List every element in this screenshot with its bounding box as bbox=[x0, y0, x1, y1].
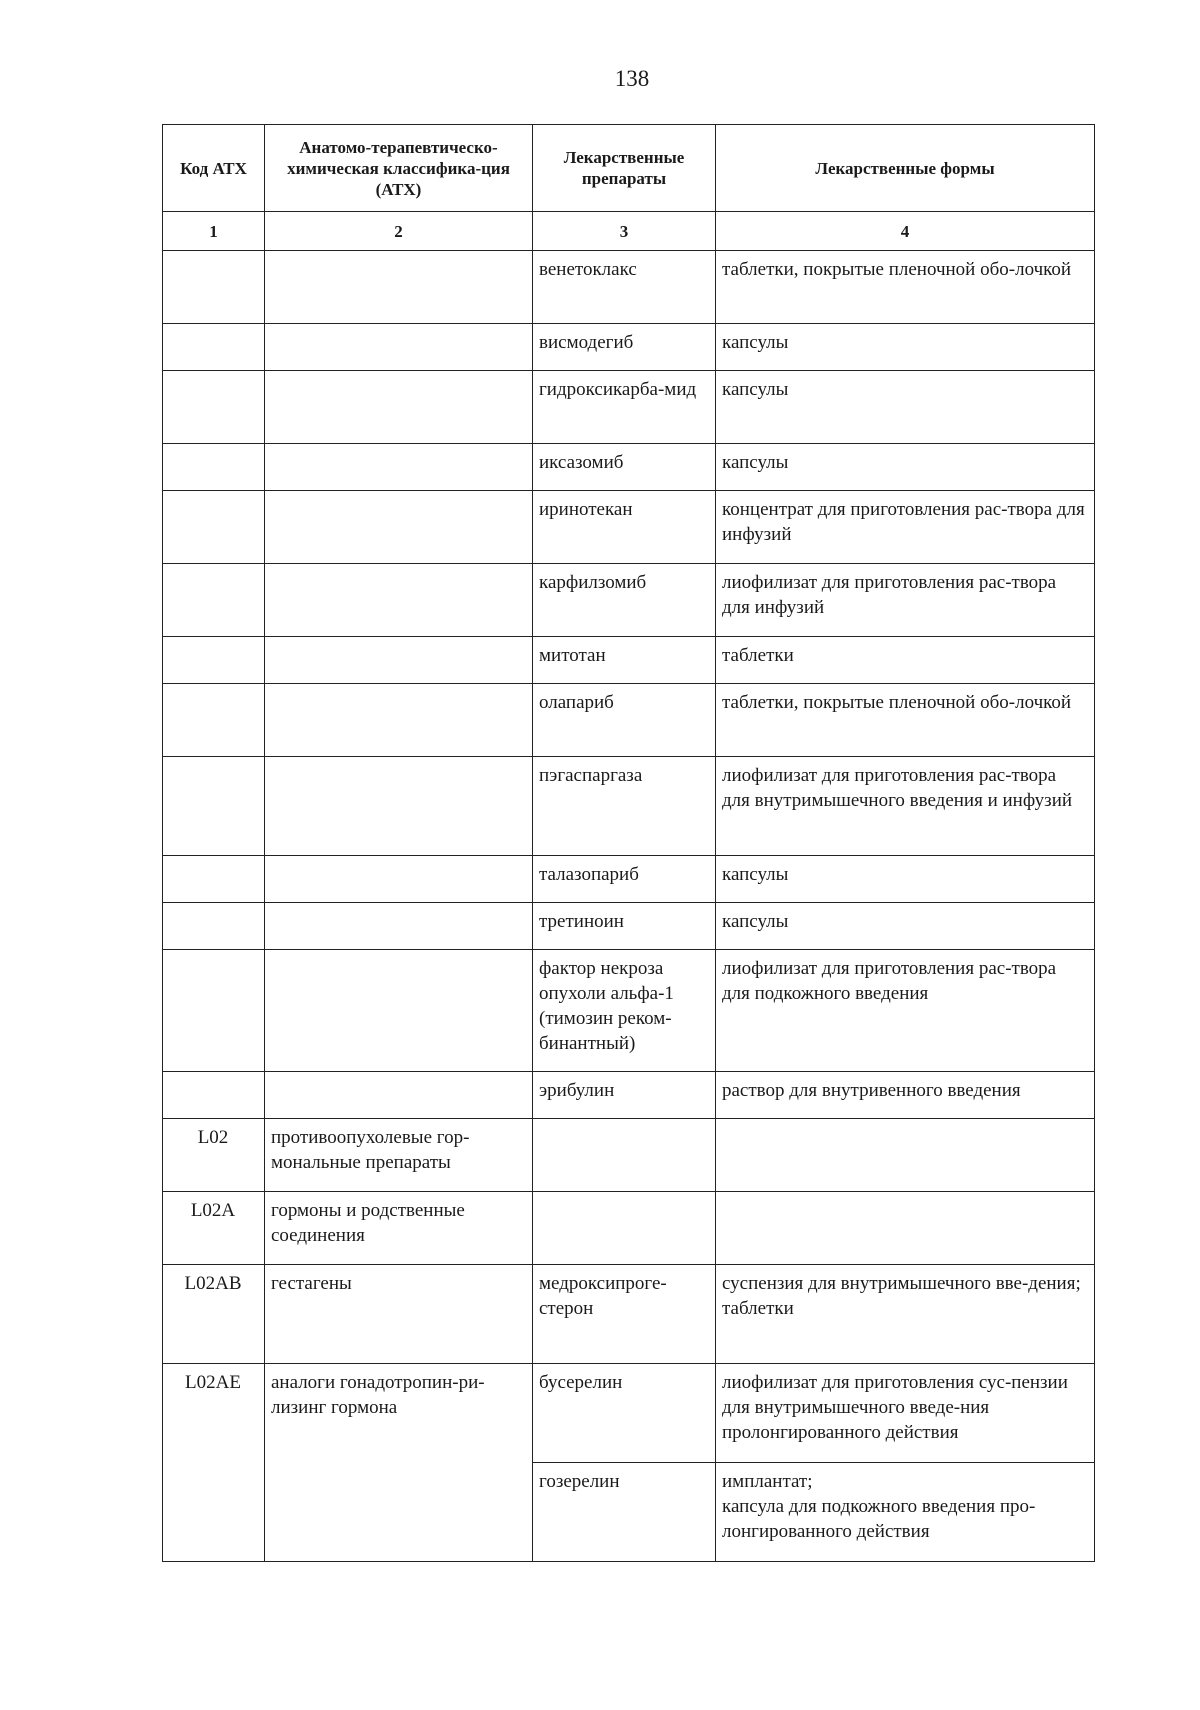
drug-cell: иксазомиб bbox=[533, 444, 716, 491]
atx-code-cell: L02AE bbox=[163, 1364, 265, 1562]
dosage-form-cell: капсулы bbox=[716, 903, 1095, 950]
dosage-form-cell: капсулы bbox=[716, 324, 1095, 371]
drug-cell: висмодегиб bbox=[533, 324, 716, 371]
table-row bbox=[163, 1072, 1095, 1119]
atx-code-cell: L02 bbox=[163, 1119, 265, 1192]
atx-code-cell bbox=[163, 1072, 265, 1119]
atx-code-cell bbox=[163, 637, 265, 684]
atx-drug-table bbox=[162, 124, 1095, 1562]
table-row bbox=[163, 950, 1095, 1072]
dosage-form-cell bbox=[716, 1265, 1095, 1364]
atx-classification-cell bbox=[265, 684, 533, 757]
atx-classification-cell: аналоги гонадотропин-ри-лизинг гормона bbox=[265, 1364, 533, 1562]
atx-classification-cell bbox=[265, 950, 533, 1072]
dosage-form-cell: лиофилизат для приготовления рас-твора для подкожного введения bbox=[716, 950, 1095, 1072]
drug-cell: третиноин bbox=[533, 903, 716, 950]
table-row bbox=[163, 371, 1095, 444]
drug-cell: эрибулин bbox=[533, 1072, 716, 1119]
page-number: 138 bbox=[614, 66, 650, 91]
drug-cell: карфилзомиб bbox=[533, 564, 716, 637]
table-row bbox=[163, 856, 1095, 903]
dosage-form-cell: капсулы bbox=[716, 856, 1095, 903]
drug-cell: медроксипроге-стерон bbox=[533, 1265, 716, 1364]
dosage-form-line: капсула для подкожного введения про-лонгированного действия bbox=[722, 1496, 1036, 1542]
atx-classification-cell bbox=[265, 564, 533, 637]
atx-code-cell: L02AB bbox=[163, 1265, 265, 1364]
atx-code-cell: L02A bbox=[163, 1192, 265, 1265]
drug-cell: гозерелин bbox=[533, 1463, 716, 1562]
atx-classification-cell: противоопухолевые гор-мональные препараты bbox=[265, 1119, 533, 1192]
atx-classification-cell bbox=[265, 903, 533, 950]
header-atx-classification: Анатомо-терапевтическо-химическая классифика-ция (АТХ) bbox=[265, 125, 533, 212]
header-dosage-forms: Лекарственные формы bbox=[716, 125, 1095, 212]
column-number: 4 bbox=[716, 212, 1095, 251]
atx-code-cell bbox=[163, 564, 265, 637]
table-row bbox=[163, 1364, 1095, 1463]
atx-code-cell bbox=[163, 856, 265, 903]
drug-cell: талазопариб bbox=[533, 856, 716, 903]
table-row bbox=[163, 684, 1095, 757]
atx-code-cell bbox=[163, 950, 265, 1072]
drug-cell: гидроксикарба-мид bbox=[533, 371, 716, 444]
table-row bbox=[163, 1119, 1095, 1192]
column-number: 3 bbox=[533, 212, 716, 251]
dosage-form-line: таблетки bbox=[722, 1298, 794, 1319]
table-row bbox=[163, 1265, 1095, 1364]
atx-code-cell bbox=[163, 903, 265, 950]
atx-classification-cell bbox=[265, 444, 533, 491]
table-row bbox=[163, 491, 1095, 564]
drug-cell: иринотекан bbox=[533, 491, 716, 564]
table-row bbox=[163, 251, 1095, 324]
atx-classification-cell bbox=[265, 491, 533, 564]
drug-cell: митотан bbox=[533, 637, 716, 684]
atx-code-cell bbox=[163, 371, 265, 444]
column-number: 1 bbox=[163, 212, 265, 251]
dosage-form-cell bbox=[716, 1119, 1095, 1192]
drug-cell: пэгаспаргаза bbox=[533, 757, 716, 856]
atx-classification-cell bbox=[265, 856, 533, 903]
atx-classification-cell: гестагены bbox=[265, 1265, 533, 1364]
drug-cell: фактор некроза опухоли альфа-1 (тимозин реком-бинантный) bbox=[533, 950, 716, 1072]
dosage-form-cell: раствор для внутривенного введения bbox=[716, 1072, 1095, 1119]
drug-cell bbox=[533, 1119, 716, 1192]
drug-cell: олапариб bbox=[533, 684, 716, 757]
header-atx-code: Код АТХ bbox=[163, 125, 265, 212]
dosage-form-cell bbox=[716, 1192, 1095, 1265]
atx-code-cell bbox=[163, 757, 265, 856]
dosage-form-cell: таблетки bbox=[716, 637, 1095, 684]
table-row bbox=[163, 324, 1095, 371]
table-row bbox=[163, 757, 1095, 856]
table-row bbox=[163, 637, 1095, 684]
atx-classification-cell bbox=[265, 757, 533, 856]
atx-code-cell bbox=[163, 444, 265, 491]
dosage-form-cell: таблетки, покрытые пленочной обо-лочкой bbox=[716, 684, 1095, 757]
atx-classification-cell bbox=[265, 1072, 533, 1119]
drug-cell: бусерелин bbox=[533, 1364, 716, 1463]
atx-code-cell bbox=[163, 251, 265, 324]
dosage-form-cell: концентрат для приготовления рас-твора для инфузий bbox=[716, 491, 1095, 564]
atx-classification-cell bbox=[265, 637, 533, 684]
dosage-form-cell: капсулы bbox=[716, 444, 1095, 491]
column-number: 2 bbox=[265, 212, 533, 251]
column-number-row bbox=[163, 212, 1095, 251]
table-row bbox=[163, 903, 1095, 950]
atx-code-cell bbox=[163, 491, 265, 564]
dosage-form-cell: лиофилизат для приготовления рас-твора для внутримышечного введения и инфузий bbox=[716, 757, 1095, 856]
dosage-form-cell: капсулы bbox=[716, 371, 1095, 444]
drug-cell: венетоклакс bbox=[533, 251, 716, 324]
dosage-form-cell: лиофилизат для приготовления сус-пензии для внутримышечного введе-ния пролонгированного действия bbox=[716, 1364, 1095, 1463]
dosage-form-line: имплантат; bbox=[722, 1471, 813, 1492]
table-row bbox=[163, 444, 1095, 491]
table-row bbox=[163, 1192, 1095, 1265]
atx-code-cell bbox=[163, 324, 265, 371]
dosage-form-cell: лиофилизат для приготовления рас-твора для инфузий bbox=[716, 564, 1095, 637]
drug-cell bbox=[533, 1192, 716, 1265]
table-header-row bbox=[163, 125, 1095, 212]
header-drugs: Лекарственные препараты bbox=[533, 125, 716, 212]
atx-classification-cell bbox=[265, 251, 533, 324]
table-row bbox=[163, 564, 1095, 637]
atx-classification-cell bbox=[265, 324, 533, 371]
dosage-form-cell bbox=[716, 1463, 1095, 1562]
atx-classification-cell: гормоны и родственные соединения bbox=[265, 1192, 533, 1265]
dosage-form-cell: таблетки, покрытые пленочной обо-лочкой bbox=[716, 251, 1095, 324]
dosage-form-line: суспензия для внутримышечного вве-дения; bbox=[722, 1273, 1081, 1294]
atx-code-cell bbox=[163, 684, 265, 757]
atx-classification-cell bbox=[265, 371, 533, 444]
